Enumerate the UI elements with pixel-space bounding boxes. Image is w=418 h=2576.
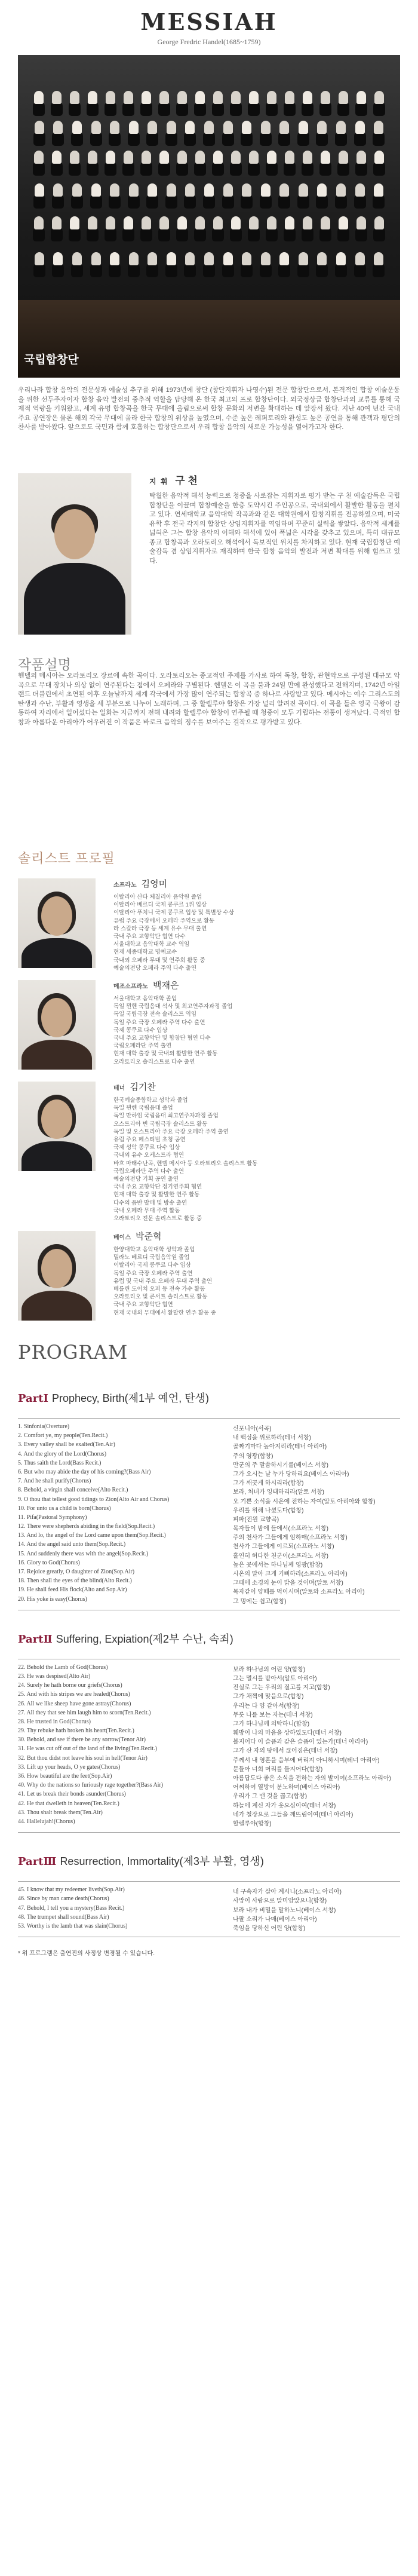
chorus-intro-text: 우리나라 합창 음악의 전문성과 예술성 추구를 위해 1973년에 창단 (창단지휘자 나영수)된 전문 합창단으로서, 본격적인 합창 예술운동을 위한 선두주자이자 합창 음악 발전의 중추적 역할을 담당해 온 한국 최고의 프로 합창단이다. 외국정상급 합창단과의 교류를 통해 국제적 역량을 키워왔고, 세계 유명 합창곡을 한국 무대에 올림으로써 합창 문화의 저변을 확대하는 데 앞장서 왔다. 지난 40여 년간 국내 주요 공연장은 물론 해외 각국 무대에 올라 한국 합창의 위상을 높였으며, 수준 높은 레퍼토리와 완성도 높은 공연을 통해 관객과 평단의 찬사를 받아왔다. 앞으로도 국민과 함께 호흡하는 합창단으로서 우리 합창 음악의 새로운 가능성을 열어가고자 한다.: [18, 387, 400, 431]
program-item: [18, 1578, 400, 1586]
soloist-bio-line: 유럽 주요 페스티벌 초청 공연: [113, 1137, 186, 1144]
program-item: [18, 1441, 400, 1450]
soloist-bio-line: 이탈리아 국제 콩쿠르 다수 입상: [113, 1262, 191, 1269]
program-item-title-ko: 신포니아(서곡): [233, 1426, 272, 1432]
page-title: MESSIAH: [140, 8, 278, 35]
program-item: [18, 1701, 400, 1710]
program-item-title-ko: 그가 깨끗게 하시리라(합창): [233, 1480, 304, 1487]
program-title: PROGRAM: [18, 1341, 128, 1364]
program-item-title-ko: 주께서 내 영혼을 음부에 버리지 아니하시며(테너 아리아): [233, 1757, 380, 1764]
program-item: [18, 1755, 400, 1764]
soloist-name-line: [113, 877, 394, 890]
soloist-bio-line: 독일 뮌헨 국립음대 졸업: [113, 1105, 173, 1112]
program-item-title-en: 6. But who may abide the day of his coming?(Bass Air): [18, 1468, 151, 1475]
program-item-title-ko: 보라 하나님의 어린 양(합창): [233, 1666, 306, 1673]
soloist-name-line: [113, 1080, 394, 1093]
conductor-name-line: [149, 472, 400, 487]
program-item: [18, 1560, 400, 1569]
program-item: [18, 1923, 400, 1932]
program-item-title-en: 32. But thou didst not leave his soul in hell(Tenor Air): [18, 1754, 147, 1762]
soloists-list: [0, 874, 418, 1328]
program-item-title-ko: 그때에 소경의 눈이 밝을 것이며(알토 서창): [233, 1580, 343, 1587]
program-item-title-ko: 목자들이 밤에 들에서(소프라노 서창): [233, 1526, 328, 1533]
soloist-name: 김기찬: [130, 1082, 156, 1092]
program-item: [18, 1895, 400, 1904]
program-item: [18, 1586, 400, 1595]
soloist-bio-line: 라 스칼라 극장 등 세계 유수 무대 출연: [113, 925, 207, 932]
program-item-title-en: 43. Thou shalt break them(Ten.Air): [18, 1809, 103, 1816]
program-part-title: Prophecy, Birth(제1부 예언, 탄생): [51, 1392, 209, 1404]
program-item-title-en: 44. Hallelujah!(Chorus): [18, 1818, 75, 1825]
program-item: [18, 1478, 400, 1487]
program-item-title-en: 20. His yoke is easy(Chorus): [18, 1595, 87, 1603]
program-item-title-en: 45. I know that my redeemer liveth(Sop.Air): [18, 1886, 125, 1894]
program-item-title-en: 42. He that dwelleth in heaven(Ten.Recit.): [18, 1800, 119, 1807]
conductor-role: 지 휘: [149, 477, 169, 486]
program-item-title-en: 36. How beautiful are the feet(Sop.Air): [18, 1773, 112, 1779]
soloist-name: 박준혁: [135, 1232, 162, 1242]
program-item: [18, 1423, 400, 1432]
soloist-card: [18, 1226, 400, 1328]
soloist-role: 베이스: [113, 1235, 131, 1241]
program-part-heading: [18, 1610, 400, 1659]
program-item: [18, 1469, 400, 1478]
program-item-title-en: 53. Worthy is the lamb that was slain(Chorus): [18, 1922, 128, 1929]
program-item-title-en: 17. Rejoice greatly, O daughter of Zion(Sop.Air): [18, 1569, 135, 1575]
program-item: [18, 1541, 400, 1550]
header: [0, 0, 418, 55]
program-note: * 위 프로그램은 출연진의 사정상 변경될 수 있습니다.: [18, 1950, 155, 1958]
soloist-bio-line: 오라토리오 및 콘서트 솔리스트로 활동: [113, 1294, 208, 1301]
program-item-title-en: 30. Behold, and see if there be any sorrow(Tenor Air): [18, 1736, 146, 1744]
soloist-bio-line: 베를린 도이치 오퍼 등 전속 가수 활동: [113, 1286, 205, 1293]
program-item-title-ko: 높은 곳에서는 하나님께 영광(합창): [233, 1561, 323, 1569]
soloist-bio-line: 독일 뮌헨 국립음대 석사 및 최고연주자과정 졸업: [113, 1003, 233, 1010]
program-item-title-en: 23. He was despised(Alto Air): [18, 1673, 91, 1680]
program-item: [18, 1523, 400, 1532]
program-item: [18, 1745, 400, 1754]
soloist-bio-line: 예술의전당 기획 공연 출연: [113, 1176, 179, 1183]
program-item: [18, 1551, 400, 1560]
page-subtitle: George Fredric Handel(1685~1759): [157, 38, 261, 46]
soloist-bio-line: 독일 주요 극장 오페라 주역 다수 출연: [113, 1019, 205, 1026]
soloist-bio-line: 국내 주요 교향악단 정기연주회 협연: [113, 1184, 202, 1191]
program-item-title-en: 26. All we like sheep have gone astray(Chorus): [18, 1700, 131, 1707]
program-item-list: [18, 1882, 400, 1932]
program-item-title-en: 14. And the angel said unto them(Sop.Recit.): [18, 1541, 126, 1548]
program-item: [18, 1719, 400, 1727]
soloist-bio-line: 다수의 음반 발매 및 방송 출연: [113, 1199, 188, 1206]
soloist-portrait: [18, 1082, 96, 1171]
program-item-title-ko: 진실로 그는 우리의 질고를 지고(합창): [233, 1684, 330, 1692]
program-item-title-en: 7. And he shall purify(Chorus): [18, 1478, 91, 1485]
soloist-bio-line: 현재 대학 출강 및 활발한 연주 활동: [113, 1191, 200, 1199]
soloist-bio-line: 바흐 마태수난곡, 헨델 메시아 등 오라토리오 솔리스트 활동: [113, 1160, 258, 1167]
soloist-bio-line: 서울대학교 음악대학 졸업: [113, 996, 177, 1002]
program-item-title-en: 10. For unto us a child is born(Chorus): [18, 1505, 111, 1512]
program-item-title-en: 29. Thy rebuke hath broken his heart(Ten.Recit.): [18, 1727, 134, 1735]
soloist-bio-line: 국내외 오페라 무대 및 연주회 활동 중: [113, 957, 205, 964]
program-item-list: [18, 1659, 400, 1827]
program-item-title-en: 5. Thus saith the Lord(Bass Recit.): [18, 1459, 102, 1466]
program-item-title-ko: 천사가 그들에게 이르되(소프라노 서창): [233, 1543, 334, 1551]
program-item-title-en: 40. Why do the nations so furiously rage together?(Bass Air): [18, 1782, 164, 1789]
chorus-photo-caption: 국립합창단: [24, 354, 79, 366]
program-item-title-en: 31. He was cut off out of the land of the living(Ten.Recit.): [18, 1745, 157, 1753]
program-item: [18, 1691, 400, 1700]
soloist-bio-line: 국내 주요 교향악단 및 합창단 협연 다수: [113, 1035, 211, 1042]
program-item: [18, 1673, 400, 1682]
soloist-bio-line: 한양대학교 음악대학 성악과 졸업: [113, 1246, 195, 1253]
program-part-title: Resurrection, Immortality(제3부 부활, 영생): [60, 1855, 264, 1868]
program-item: [18, 1727, 400, 1736]
program-item-title-en: 15. And suddenly there was with the angel(Sop.Recit.): [18, 1550, 149, 1557]
program-item-title-en: 4. And the glory of the Lord(Chorus): [18, 1450, 107, 1457]
program-item-title-en: 3. Every valley shall be exalted(Ten.Air): [18, 1441, 115, 1448]
program-item: [18, 1764, 400, 1773]
program-item-title-en: 25. And with his stripes we are healed(Chorus): [18, 1691, 130, 1698]
soloist-bio-line: 독일 주요 극장 오페라 주역 출연: [113, 1270, 193, 1277]
program-item-title-ko: 오 기쁜 소식을 시온에 전하는 자여(알토 아리아와 합창): [233, 1498, 376, 1505]
soloist-bio-line: 현재 세종대학교 명예교수: [113, 949, 177, 956]
program-item-title-ko: 그가 하나님께 의탁하니(합창): [233, 1720, 310, 1727]
program-item: [18, 1710, 400, 1719]
soloist-bio-line: 서울대학교 음악대학 교수 역임: [113, 941, 190, 948]
soloist-role: 소프라노: [113, 882, 137, 889]
program-item-list: [18, 1419, 400, 1605]
program-item: [18, 1791, 400, 1800]
program-item-title-en: 2. Comfort ye, my people(Ten.Recit.): [18, 1432, 108, 1439]
soloist-bio-line: 오라토리오 전문 솔리스트로 활동 중: [113, 1215, 202, 1223]
program-item-title-en: 24. Surely he hath borne our griefs(Chorus): [18, 1682, 122, 1689]
program-item-title-en: 19. He shall feed His flock(Alto and Sop.Air): [18, 1586, 127, 1594]
program-item: [18, 1682, 400, 1691]
program-item-title-en: 41. Let us break their bonds asunder(Chorus): [18, 1791, 126, 1798]
program-item: [18, 1809, 400, 1818]
soloist-bio-list: [113, 995, 394, 1066]
program-item: [18, 1596, 400, 1605]
conductor-name: 구 천: [175, 475, 198, 486]
program-item-title-en: 13. And lo, the angel of the Lord came upon them(Sop.Recit.): [18, 1532, 166, 1539]
program-item-title-ko: 우리가 그 맨 것을 끊고(합창): [233, 1793, 308, 1800]
program-item-title-ko: 주의 천사가 그들에게 임하매(소프라노 서창): [233, 1534, 348, 1542]
program-item-title-en: 9. O thou that tellest good tidings to Zion(Alto Air and Chorus): [18, 1496, 170, 1503]
program-item: [18, 1460, 400, 1469]
soloist-portrait: [18, 980, 96, 1070]
soloist-bio-line: 국제 성악 콩쿠르 다수 입상: [113, 1144, 180, 1151]
soloist-bio-list: [113, 893, 394, 972]
program-item-title-ko: 만군의 주 말씀하시기를(베이스 서창): [233, 1462, 328, 1469]
soloist-bio-line: 국제 콩쿠르 다수 입상: [113, 1027, 168, 1034]
soloist-bio-line: 이탈리아 푸치니 국제 콩쿠르 입상 및 특별상 수상: [113, 909, 235, 917]
program-item-title-ko: 볼지어다 이 슬픔과 같은 슬픔이 있는가(테너 아리아): [233, 1739, 368, 1746]
soloist-bio-line: 독일 및 오스트리아 주요 극장 오페라 주역 출연: [113, 1128, 229, 1135]
program-item-title-ko: 보라, 처녀가 잉태하리라(알토 서창): [233, 1489, 325, 1496]
soloist-name: 김영미: [141, 879, 168, 889]
program-item-title-ko: 시온의 딸아 크게 기뻐하라(소프라노 아리아): [233, 1571, 348, 1578]
program-item: [18, 1818, 400, 1827]
program-item: [18, 1514, 400, 1523]
soloist-bio-line: 밀라노 베르디 국립음악원 졸업: [113, 1254, 190, 1261]
program-item: [18, 1664, 400, 1673]
soloist-bio-list: [113, 1246, 394, 1317]
program-item: [18, 1487, 400, 1496]
soloist-bio-line: 이탈리아 베르디 국제 콩쿠르 1위 입상: [113, 902, 207, 909]
program-item-title-ko: 죽임을 당하신 어린 양(합창): [233, 1925, 306, 1932]
program-part-heading: [18, 1833, 400, 1882]
program-item-title-ko: 보라 내가 비밀을 말하노니(베이스 서창): [233, 1907, 336, 1914]
program-item-title-ko: 골짜기마다 높아지리라(테너 아리아): [233, 1444, 327, 1451]
soloist-bio-line: 국내 주요 교향악단 협연: [113, 1301, 173, 1309]
program-item-title-ko: 무릇 나를 보는 자는(테너 서창): [233, 1711, 313, 1719]
soloist-bio-line: 독일 만하임 국립음대 최고연주자과정 졸업: [113, 1113, 219, 1120]
work-section-title: 작품설명: [18, 657, 71, 673]
program-item-title-ko: 어찌하여 열방이 분노하며(베이스 아리아): [233, 1784, 340, 1791]
program-item-title-ko: 사망이 사람으로 말미암았으니(합창): [233, 1898, 327, 1905]
program-item-title-en: 22. Behold the Lamb of God(Chorus): [18, 1664, 108, 1671]
soloist-name-line: [113, 979, 394, 991]
program-item-title-ko: 네가 철장으로 그들을 깨뜨림이여(테너 아리아): [233, 1811, 354, 1818]
soloist-card: [18, 1077, 400, 1226]
program-item-title-ko: 목자같이 양떼를 먹이시며(알토와 소프라노 아리아): [233, 1589, 365, 1596]
soloist-name-line: [113, 1230, 394, 1242]
program-part-number: PartⅢ: [18, 1855, 57, 1869]
soloist-bio-line: 이탈리아 산타 체칠리아 음악원 졸업: [113, 894, 202, 900]
conductor-section: [18, 467, 400, 647]
program-item-title-en: 12. There were shepherds abiding in the field(Sop.Recit.): [18, 1523, 155, 1530]
program-item-title-ko: 훼방이 나의 마음을 상하였도다(테너 서창): [233, 1730, 342, 1737]
soloist-bio-line: 국내외 유수 오케스트라 협연: [113, 1152, 185, 1159]
program-item: [18, 1800, 400, 1809]
program-item-title-ko: 그가 채찍에 맞음으로(합창): [233, 1693, 304, 1701]
program-item: [18, 1496, 400, 1505]
soloist-bio-line: 오스트리아 빈 국립극장 솔리스트 활동: [113, 1120, 208, 1128]
soloist-portrait: [18, 878, 96, 968]
soloist-card: [18, 975, 400, 1077]
program-item-title-en: 27. All they that see him laugh him to scorn(Ten.Recit.): [18, 1709, 151, 1716]
program-item: [18, 1432, 400, 1441]
program-item-title-en: 1. Sinfonia(Overture): [18, 1423, 70, 1430]
program-item-title-en: 11. Pifa(Pastoral Symphony): [18, 1514, 87, 1521]
program-item-title-en: 33. Lift up your heads, O ye gates(Chorus): [18, 1763, 121, 1771]
program-item-title-ko: 주의 영광(합창): [233, 1453, 273, 1460]
program-item-title-ko: 우리를 위해 나셨도다(합창): [233, 1507, 304, 1514]
chorus-photo: [18, 55, 400, 378]
program-item-title-en: 8. Behold, a virgin shall conceive(Alto Recit.): [18, 1487, 128, 1494]
program-item: [18, 1773, 400, 1782]
soloist-bio-line: 현재 대학 출강 및 국내외 활발한 연주 활동: [113, 1050, 218, 1058]
soloist-role: 테너: [113, 1085, 125, 1092]
program-item: [18, 1905, 400, 1914]
conductor-portrait: [18, 473, 131, 635]
program-list: [0, 1370, 418, 1937]
soloist-bio-line: 유럽 주요 극장에서 오페라 주역으로 활동: [113, 917, 215, 924]
program-item-title-ko: 홀연히 허다한 천군이(소프라노 서창): [233, 1552, 328, 1560]
program-part-heading: [18, 1370, 400, 1419]
program-item-title-en: 48. The trumpet shall sound(Bass Air): [18, 1913, 109, 1920]
soloist-bio-line: 독일 국립극장 전속 솔리스트 역임: [113, 1011, 197, 1018]
program-item-title-en: 18. Then shall the eyes of the blind(Alto Recit.): [18, 1578, 132, 1585]
soloists-section-title: 솔리스트 프로필: [18, 851, 115, 866]
soloist-bio-line: 국립오페라단 주역 다수 출연: [113, 1168, 185, 1175]
program-item: [18, 1914, 400, 1923]
program-item-title-ko: 우리는 다 양 같아서(합창): [233, 1702, 300, 1710]
program-item-title-ko: 할렐루야(합창): [233, 1820, 272, 1827]
soloist-bio-line: 국내 주요 교향악단 협연 다수: [113, 933, 186, 941]
program-item-title-ko: 나팔 소리가 나매(베이스 아리아): [233, 1916, 317, 1923]
program-item-title-ko: 문들아 너희 머리를 들지어다(합창): [233, 1766, 323, 1773]
soloist-bio-line: 유럽 및 국내 주요 오페라 무대 주역 출연: [113, 1278, 213, 1285]
program-item-title-en: 46. Since by man came death(Chorus): [18, 1895, 109, 1903]
soloist-portrait: [18, 1231, 96, 1321]
soloist-bio-line: 예술의전당 오페라 주역 다수 출연: [113, 964, 197, 972]
work-description: 헨델의 메시아는 오라토리오 장르에 속한 곡이다. 오라토리오는 종교적인 주제를 가사로 하여 독창, 합창, 관현악으로 구성된 대규모 악곡으로 무대 장치나 의상 없이 연주된다는 점에서 오페라와 구별된다. 헨델은 이 곡을 불과 24일 만에 완성했다고 전해지며, 1742년 아일랜드 더블린에서 초연된 이후 오늘날까지 세계 각국에서 가장 많이 연주되는 합창곡 중 하나로 사랑받고 있다. 메시아는 예수 그리스도의 탄생과 수난, 부활과 영생을 세 부분으로 나누어 노래하며, 그 중 할렐루야 합창은 가장 널리 알려진 곡이다. 이 곡을 들은 영국 국왕이 감동하여 자리에서 일어섰다는 일화는 지금까지 전해 내려와 할렐루야 합창이 연주될 때 청중이 모두 기립하는 전통이 생겨났다. 극적인 합창과 아름다운 아리아가 어우러진 이 작품은 바로크 음악의 정수를 보여주는 걸작으로 평가받고 있다.: [18, 672, 400, 726]
program-item-title-ko: 내 백성을 위로하라(테너 서창): [233, 1435, 311, 1442]
program-item-title-ko: 피파(전원 교향곡): [233, 1516, 279, 1523]
soloist-bio-line: 국내 오페라 무대 주역 활동: [113, 1207, 180, 1214]
program-item: [18, 1736, 400, 1745]
program-part-title: Suffering, Expiation(제2부 수난, 속죄): [56, 1632, 233, 1645]
program-item: [18, 1569, 400, 1578]
program-item: [18, 1782, 400, 1791]
program-part-number: PartⅡ: [18, 1632, 53, 1646]
program-item: [18, 1886, 400, 1895]
program-item-title-en: 16. Glory to God(Chorus): [18, 1559, 80, 1566]
program-item-title-en: 28. He trusted in God(Chorus): [18, 1718, 91, 1725]
program-item-title-ko: 그는 멸시를 받아서(알토 아리아): [233, 1675, 317, 1682]
program-item-title-ko: 그가 오시는 날 누가 당하리요(베이스 아리아): [233, 1471, 349, 1478]
program-item-title-en: 47. Behold, I tell you a mystery(Bass Recit.): [18, 1904, 125, 1912]
program-item: [18, 1505, 400, 1514]
soloist-name: 백재은: [152, 981, 179, 991]
soloist-bio-line: 한국예술종합학교 성악과 졸업: [113, 1097, 188, 1104]
soloist-bio-line: 오라토리오 솔리스트로 다수 출연: [113, 1058, 195, 1065]
program-item-title-ko: 하늘에 계신 자가 웃으심이여(테너 서창): [233, 1802, 336, 1809]
program-item-title-ko: 그가 산 자의 땅에서 끊어짐은(테너 서창): [233, 1748, 338, 1755]
program-item-title-ko: 그 멍에는 쉽고(합창): [233, 1598, 287, 1605]
conductor-bio: 탁월한 음악적 해석 능력으로 청중을 사로잡는 지휘자로 평가 받는 구 천 예술감독은 국립합창단을 이끌며 합창예술을 한층 도약시킨 주인공으로, 국내외에서 활발한 활동을 펼치고 있다. 연세대학교 음악대학 작곡과와 같은 대학원에서 합창지휘를 전공하였으며, 미국 유학 후 전국 각지의 합창단 상임지휘자를 역임하며 꾸준히 실력을 쌓았다. 음악적 세계를 넓혀온 그는 합창 음악의 이해와 해석에 있어 폭넓은 시각을 갖추고 있으며, 특히 대규모 종교 합창곡과 오라토리오 해석에서 독보적인 위치를 차지하고 있다. 현재 국립합창단 예술감독 겸 상임지휘자로 재직하며 한국 합창 음악의 발전과 저변 확대를 위해 힘쓰고 있다.: [149, 492, 400, 565]
program-item-title-ko: 내 구속자가 살아 계시니(소프라노 아리아): [233, 1889, 342, 1896]
soloist-bio-list: [113, 1096, 394, 1223]
program-item: [18, 1532, 400, 1541]
program-item: [18, 1451, 400, 1460]
program-part-number: PartⅠ: [18, 1392, 48, 1405]
soloist-role: 메조소프라노: [113, 984, 148, 990]
soloist-bio-line: 현재 국내외 무대에서 활발한 연주 활동 중: [113, 1309, 216, 1316]
soloist-bio-line: 국립오페라단 주역 출연: [113, 1043, 172, 1050]
soloist-card: [18, 874, 400, 975]
program-item-title-ko: 아름답도다 좋은 소식을 전하는 자의 발이여(소프라노 아리아): [233, 1775, 391, 1782]
